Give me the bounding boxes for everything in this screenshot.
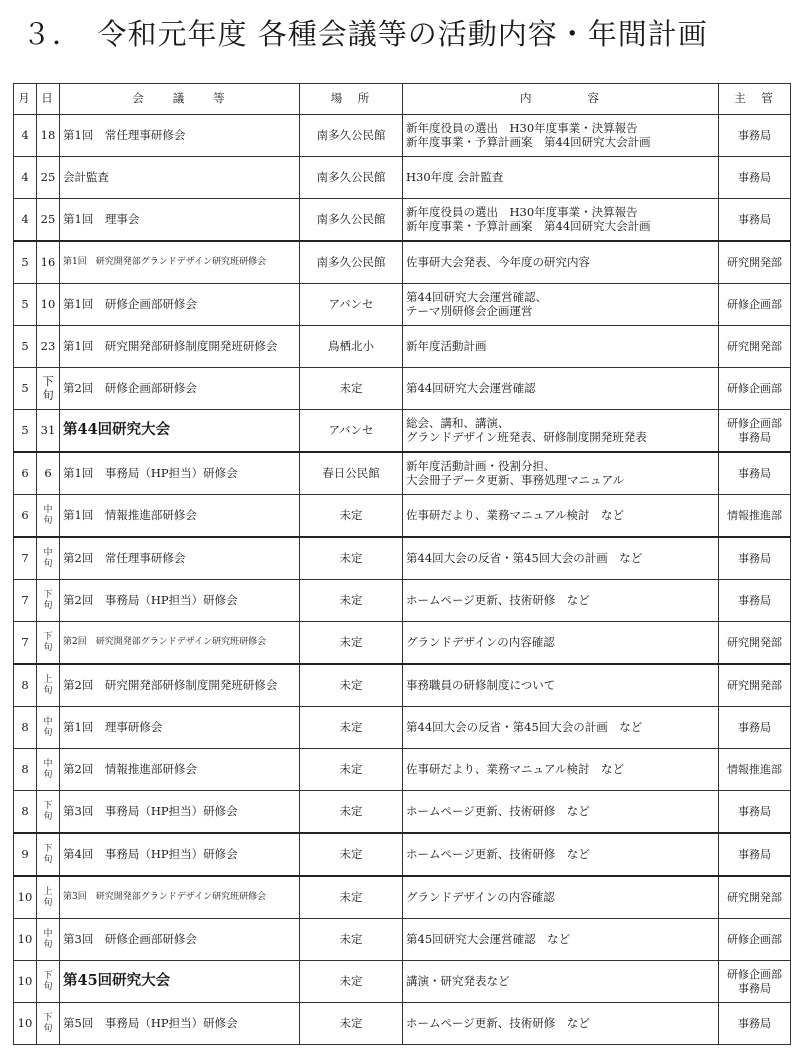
month-cell: 10 <box>14 961 37 1003</box>
place-cell: 未定 <box>300 749 403 791</box>
organizer-cell: 研修企画部 <box>719 919 791 961</box>
meeting-cell: 第1回 理事研修会 <box>60 707 300 749</box>
content-cell: ホームページ更新、技術研修 など <box>403 791 719 834</box>
month-cell: 6 <box>14 495 37 538</box>
place-cell: 未定 <box>300 876 403 919</box>
organizer-cell: 事務局 <box>719 537 791 580</box>
organizer-cell: 事務局 <box>719 580 791 622</box>
day-cell: 下旬 <box>37 961 60 1003</box>
month-cell: 5 <box>14 368 37 410</box>
table-row <box>14 495 791 538</box>
content-cell: 佐事研だより、業務マニュアル検討 など <box>403 749 719 791</box>
table-row <box>14 919 791 961</box>
meeting-cell: 第1回 情報推進部研修会 <box>60 495 300 538</box>
table-row <box>14 1003 791 1045</box>
month-cell: 5 <box>14 326 37 368</box>
content-cell: ホームページ更新、技術研修 など <box>403 1003 719 1045</box>
header-month: 月 <box>14 84 37 115</box>
place-cell: アバンセ <box>300 284 403 326</box>
meeting-cell: 第2回 情報推進部研修会 <box>60 749 300 791</box>
meeting-cell: 第2回 研究開発部研修制度開発班研修会 <box>60 664 300 707</box>
month-cell: 8 <box>14 791 37 834</box>
content-cell: 佐事研大会発表、今年度の研究内容 <box>403 241 719 284</box>
day-cell: 上旬 <box>37 876 60 919</box>
month-cell: 4 <box>14 199 37 242</box>
header-place: 場 所 <box>300 84 403 115</box>
table-header-row <box>14 84 791 115</box>
table-row <box>14 580 791 622</box>
meeting-cell: 第1回 研修企画部研修会 <box>60 284 300 326</box>
meeting-cell: 第2回 研修企画部研修会 <box>60 368 300 410</box>
place-cell: 未定 <box>300 622 403 665</box>
place-cell: アバンセ <box>300 410 403 453</box>
organizer-cell: 研究開発部 <box>719 664 791 707</box>
day-cell: 中旬 <box>37 495 60 538</box>
day-cell: 中旬 <box>37 537 60 580</box>
organizer-cell: 事務局 <box>719 791 791 834</box>
organizer-cell: 情報推進部 <box>719 495 791 538</box>
meeting-cell: 第1回 研究開発部グランドデザイン研究班研修会 <box>60 241 300 284</box>
table-body <box>14 115 791 1045</box>
meeting-cell: 第1回 事務局（HP担当）研修会 <box>60 452 300 495</box>
organizer-cell: 事務局 <box>719 707 791 749</box>
table-row <box>14 961 791 1003</box>
meeting-cell: 第1回 常任理事研修会 <box>60 115 300 157</box>
meeting-cell: 第1回 研究開発部研修制度開発班研修会 <box>60 326 300 368</box>
month-cell: 8 <box>14 664 37 707</box>
meeting-cell: 第4回 事務局（HP担当）研修会 <box>60 833 300 876</box>
content-cell: 第45回研究大会運営確認 など <box>403 919 719 961</box>
header-meeting: 会 議 等 <box>60 84 300 115</box>
meeting-cell: 会計監査 <box>60 157 300 199</box>
organizer-cell: 研修企画部 事務局 <box>719 961 791 1003</box>
place-cell: 未定 <box>300 1003 403 1045</box>
organizer-cell: 研究開発部 <box>719 876 791 919</box>
day-cell: 10 <box>37 284 60 326</box>
place-cell: 未定 <box>300 833 403 876</box>
content-cell: グランドデザインの内容確認 <box>403 876 719 919</box>
place-cell: 南多久公民館 <box>300 157 403 199</box>
place-cell: 未定 <box>300 495 403 538</box>
content-cell: 第44回研究大会運営確認、 テーマ別研修会企画運営 <box>403 284 719 326</box>
header-organizer: 主 管 <box>719 84 791 115</box>
month-cell: 7 <box>14 580 37 622</box>
meeting-cell: 第5回 事務局（HP担当）研修会 <box>60 1003 300 1045</box>
month-cell: 8 <box>14 749 37 791</box>
day-cell: 中旬 <box>37 707 60 749</box>
day-cell: 25 <box>37 157 60 199</box>
meeting-cell: 第2回 事務局（HP担当）研修会 <box>60 580 300 622</box>
month-cell: 5 <box>14 241 37 284</box>
table-row <box>14 622 791 665</box>
organizer-cell: 事務局 <box>719 157 791 199</box>
day-cell: 下旬 <box>37 580 60 622</box>
month-cell: 10 <box>14 919 37 961</box>
meeting-cell: 第1回 理事会 <box>60 199 300 242</box>
month-cell: 5 <box>14 410 37 453</box>
month-cell: 4 <box>14 157 37 199</box>
month-cell: 7 <box>14 622 37 665</box>
day-cell: 中旬 <box>37 919 60 961</box>
day-cell: 下旬 <box>37 833 60 876</box>
place-cell: 未定 <box>300 707 403 749</box>
month-cell: 4 <box>14 115 37 157</box>
place-cell: 未定 <box>300 368 403 410</box>
table-row <box>14 664 791 707</box>
table-row <box>14 115 791 157</box>
day-cell: 下旬 <box>37 791 60 834</box>
month-cell: 8 <box>14 707 37 749</box>
place-cell: 鳥栖北小 <box>300 326 403 368</box>
organizer-cell: 研究開発部 <box>719 326 791 368</box>
place-cell: 未定 <box>300 961 403 1003</box>
organizer-cell: 事務局 <box>719 833 791 876</box>
month-cell: 10 <box>14 876 37 919</box>
table-row <box>14 241 791 284</box>
meeting-cell: 第3回 事務局（HP担当）研修会 <box>60 791 300 834</box>
content-cell: 新年度役員の選出 H30年度事業・決算報告 新年度事業・予算計画案 第44回研究大会計画 <box>403 199 719 242</box>
month-cell: 10 <box>14 1003 37 1045</box>
content-cell: 第44回大会の反省・第45回大会の計画 など <box>403 707 719 749</box>
meeting-cell: 第44回研究大会 <box>60 410 300 453</box>
content-cell: 新年度役員の選出 H30年度事業・決算報告 新年度事業・予算計画案 第44回研究大会計画 <box>403 115 719 157</box>
place-cell: 未定 <box>300 919 403 961</box>
content-cell: 新年度活動計画 <box>403 326 719 368</box>
organizer-cell: 研修企画部 <box>719 368 791 410</box>
content-cell: 佐事研だより、業務マニュアル検討 など <box>403 495 719 538</box>
table-row <box>14 368 791 410</box>
table-row <box>14 410 791 453</box>
content-cell: H30年度 会計監査 <box>403 157 719 199</box>
content-cell: 第44回研究大会運営確認 <box>403 368 719 410</box>
day-cell: 上旬 <box>37 664 60 707</box>
place-cell: 春日公民館 <box>300 452 403 495</box>
content-cell: ホームページ更新、技術研修 など <box>403 580 719 622</box>
place-cell: 未定 <box>300 791 403 834</box>
content-cell: 新年度活動計画・役割分担、 大会冊子データ更新、事務処理マニュアル <box>403 452 719 495</box>
schedule-table <box>13 83 791 1045</box>
day-cell: 25 <box>37 199 60 242</box>
organizer-cell: 研究開発部 <box>719 622 791 665</box>
place-cell: 未定 <box>300 664 403 707</box>
organizer-cell: 研修企画部 <box>719 284 791 326</box>
content-cell: 講演・研究発表など <box>403 961 719 1003</box>
meeting-cell: 第45回研究大会 <box>60 961 300 1003</box>
month-cell: 6 <box>14 452 37 495</box>
month-cell: 7 <box>14 537 37 580</box>
day-cell: 23 <box>37 326 60 368</box>
day-cell: 下旬 <box>37 622 60 665</box>
month-cell: 9 <box>14 833 37 876</box>
content-cell: 第44回大会の反省・第45回大会の計画 など <box>403 537 719 580</box>
table-row <box>14 791 791 834</box>
page-title: ３． 令和元年度 各種会議等の活動内容・年間計画 <box>22 17 708 51</box>
table-row <box>14 749 791 791</box>
meeting-cell: 第3回 研究開発部グランドデザイン研究班研修会 <box>60 876 300 919</box>
month-cell: 5 <box>14 284 37 326</box>
organizer-cell: 研修企画部 事務局 <box>719 410 791 453</box>
meeting-cell: 第2回 研究開発部グランドデザイン研究班研修会 <box>60 622 300 665</box>
content-cell: ホームページ更新、技術研修 など <box>403 833 719 876</box>
day-cell: 6 <box>37 452 60 495</box>
table-row <box>14 326 791 368</box>
day-cell: 16 <box>37 241 60 284</box>
organizer-cell: 事務局 <box>719 199 791 242</box>
organizer-cell: 事務局 <box>719 1003 791 1045</box>
header-day: 日 <box>37 84 60 115</box>
meeting-cell: 第3回 研修企画部研修会 <box>60 919 300 961</box>
content-cell: グランドデザインの内容確認 <box>403 622 719 665</box>
organizer-cell: 研究開発部 <box>719 241 791 284</box>
place-cell: 南多久公民館 <box>300 199 403 242</box>
place-cell: 南多久公民館 <box>300 241 403 284</box>
content-cell: 事務職員の研修制度について <box>403 664 719 707</box>
table-row <box>14 833 791 876</box>
day-cell: 18 <box>37 115 60 157</box>
header-content: 内 容 <box>403 84 719 115</box>
day-cell: 下旬 <box>37 1003 60 1045</box>
place-cell: 未定 <box>300 537 403 580</box>
place-cell: 未定 <box>300 580 403 622</box>
table-row <box>14 284 791 326</box>
table-row <box>14 707 791 749</box>
meeting-cell: 第2回 常任理事研修会 <box>60 537 300 580</box>
table-row <box>14 157 791 199</box>
organizer-cell: 事務局 <box>719 452 791 495</box>
organizer-cell: 事務局 <box>719 115 791 157</box>
day-cell: 31 <box>37 410 60 453</box>
day-cell: 中旬 <box>37 749 60 791</box>
table-row <box>14 876 791 919</box>
organizer-cell: 情報推進部 <box>719 749 791 791</box>
table-row <box>14 452 791 495</box>
day-cell: 下 旬 <box>37 368 60 410</box>
table-row <box>14 537 791 580</box>
place-cell: 南多久公民館 <box>300 115 403 157</box>
table-row <box>14 199 791 242</box>
content-cell: 総会、講和、講演、 グランドデザイン班発表、研修制度開発班発表 <box>403 410 719 453</box>
